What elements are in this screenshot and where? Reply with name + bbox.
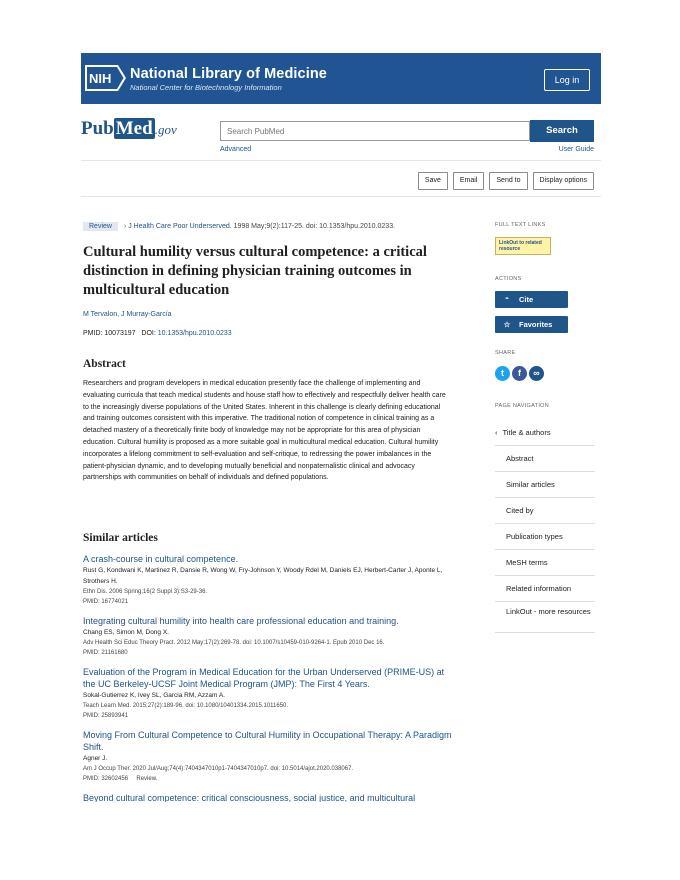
- similar-article-title[interactable]: Moving From Cultural Competence to Cultural Humility in Occupational Therapy: A Paradigm Shift.: [83, 730, 452, 752]
- abstract-heading: Abstract: [83, 358, 126, 370]
- share-icons: [495, 366, 544, 381]
- doi-label: DOI:: [141, 330, 156, 337]
- list-item: [83, 792, 459, 802]
- nav-item-cited-by[interactable]: Cited by: [495, 498, 595, 524]
- logo-med-text: Med: [115, 118, 153, 139]
- login-button[interactable]: Log in: [544, 69, 590, 91]
- search-input[interactable]: Search PubMed: [220, 121, 530, 141]
- full-text-links-heading: FULL TEXT LINKS: [495, 222, 546, 228]
- star-icon: ☆: [503, 320, 511, 329]
- abstract-text: Researchers and program developers in medical education presently face the challenge of implementing and evaluating curricula that teach medical students and house staff how to effectively and respectfully deliver health care to the increasingly diverse populations of the United States. Inherent in this challenge is clearly defining educational and training outcomes consistent with this imperative. The traditional notion of competence in clinical training as a detached mastery of a theoretically finite body of knowledge may not be appropriate for this area of physician education. Cultural humility is proposed as a more suitable goal in multicultural medical education. Cultural humility incorporates a lifelong commitment to self-evaluation and self-critique, to redressing the power imbalances in the patient-physician dynamic, and to developing mutually beneficial and nonpaternalistic clinical and advocacy partnerships with communities on behalf of individuals and defined populations.: [83, 380, 446, 482]
- list-item: [83, 553, 459, 607]
- doi-link[interactable]: 10.1353/hpu.2010.0233: [157, 330, 232, 337]
- similar-article-pmid: [83, 774, 459, 784]
- similar-article-title[interactable]: Integrating cultural humility into health care professional education and training.: [83, 616, 399, 626]
- pubmed-logo[interactable]: [81, 118, 177, 140]
- pmid-text: PMID: 32602456: [83, 776, 129, 782]
- nav-item-related-information[interactable]: Related information: [495, 576, 595, 602]
- facebook-icon[interactable]: f: [512, 366, 527, 381]
- ncbi-subtitle: National Center for Biotechnology Information: [130, 83, 282, 92]
- nav-item-title-authors[interactable]: [495, 420, 595, 446]
- page-navigation: [495, 420, 595, 633]
- permalink-icon[interactable]: ∞: [529, 366, 544, 381]
- nav-item-similar-articles[interactable]: Similar articles: [495, 472, 595, 498]
- nih-logo-icon[interactable]: [85, 65, 126, 91]
- similar-articles-heading: Similar articles: [83, 532, 158, 544]
- author-list[interactable]: M Tervalon, J Murray-García: [83, 311, 172, 318]
- cite-label: Cite: [519, 295, 534, 304]
- nav-item-linkout[interactable]: LinkOut - more resources: [495, 602, 595, 633]
- article-identifiers: [83, 330, 232, 337]
- send-to-button[interactable]: Send to: [489, 172, 527, 190]
- search-button[interactable]: Search: [530, 120, 594, 142]
- nlm-title[interactable]: National Library of Medicine: [130, 66, 327, 82]
- similar-article-title[interactable]: A crash-course in cultural competence.: [83, 554, 239, 564]
- linkout-badge[interactable]: LinkOut to related resource: [495, 237, 551, 255]
- sidebar: [495, 222, 595, 228]
- similar-article-citation: Ethn Dis. 2006 Spring;16(2 Suppl 3):S3-29-36.: [83, 589, 208, 595]
- review-tag: Review: [83, 222, 118, 231]
- article-toolbar: [418, 172, 594, 190]
- actions-heading: ACTIONS: [495, 276, 522, 282]
- similar-article-pmid: PMID: 25893941: [83, 713, 129, 719]
- similar-article-authors: Rust G, Kondwani K, Martinez R, Dansie R, Wong W, Fry-Johnson Y, Woody Rdel M, Daniels EJ, Herbert-Carter J, Aponte L, Strothers H.: [83, 567, 443, 585]
- logo-pub-text: Pub: [81, 118, 114, 139]
- display-options-button[interactable]: Display options: [533, 172, 594, 190]
- list-item: [83, 615, 459, 658]
- article-title: Cultural humility versus cultural competence: a critical distinction in defining physician training outcomes in multicultural education: [83, 244, 427, 298]
- advanced-search-link[interactable]: Advanced: [220, 146, 252, 153]
- nav-item-abstract[interactable]: Abstract: [495, 446, 595, 472]
- list-item: [83, 729, 459, 784]
- divider: [81, 196, 601, 197]
- nav-item-mesh-terms[interactable]: MeSH terms: [495, 550, 595, 576]
- similar-article-title[interactable]: Evaluation of the Program in Medical Education for the Urban Underserved (PRIME-US) at the UC Berkeley-UCSF Joint Medical Program (JMP): The First 4 Years.: [83, 667, 445, 689]
- similar-article-pmid: PMID: 21161680: [83, 650, 128, 656]
- quote-icon: “: [505, 295, 509, 304]
- pmid: PMID: 10073197: [83, 330, 136, 337]
- journal-link[interactable]: J Health Care Poor Underserved: [128, 223, 230, 230]
- page-navigation-heading: PAGE NAVIGATION: [495, 403, 550, 409]
- nav-label: Title & authors: [502, 428, 551, 437]
- similar-article-title[interactable]: Beyond cultural competence: critical consciousness, social justice, and multicultural: [83, 793, 416, 802]
- twitter-icon[interactable]: t: [495, 366, 510, 381]
- email-button[interactable]: Email: [453, 172, 485, 190]
- similar-article-pmid: PMID: 16774021: [83, 599, 129, 605]
- chevron-right-icon: ›: [123, 223, 127, 230]
- nav-item-publication-types[interactable]: Publication types: [495, 524, 595, 550]
- cite-button[interactable]: [495, 291, 568, 308]
- review-label: Review.: [136, 776, 158, 782]
- similar-articles-list: [83, 553, 459, 810]
- similar-article-citation: Teach Learn Med. 2015;27(2):189-96. doi: 10.1080/10401334.2015.1011650.: [83, 703, 289, 709]
- similar-article-authors: Sokal-Gutierrez K, Ivey SL, Garcia RM, Azzam A.: [83, 692, 225, 699]
- nih-header: [81, 53, 601, 104]
- user-guide-link[interactable]: User Guide: [558, 146, 594, 153]
- divider: [81, 160, 601, 161]
- favorites-label: Favorites: [519, 320, 553, 329]
- similar-article-citation: Adv Health Sci Educ Theory Pract. 2012 May;17(2):269-78. doi: 10.1007/s10459-010-9264-1. Epub 2010 Dec 16.: [83, 640, 385, 646]
- citation-details: . 1998 May;9(2):117-25. doi: 10.1353/hpu.2010.0233.: [229, 223, 396, 230]
- chevron-left-icon: ‹: [495, 428, 498, 437]
- similar-article-authors: Agner J.: [83, 755, 108, 762]
- save-button[interactable]: Save: [418, 172, 448, 190]
- list-item: [83, 666, 459, 721]
- favorites-button[interactable]: [495, 316, 568, 333]
- article-citation: [83, 222, 395, 231]
- svg-text:NIH: NIH: [89, 71, 112, 86]
- similar-article-authors: Chang ES, Simon M, Dong X.: [83, 629, 169, 636]
- logo-gov-text: .gov: [154, 122, 177, 137]
- share-heading: SHARE: [495, 350, 516, 356]
- similar-article-citation: Am J Occup Ther. 2020 Jul/Aug;74(4):7404347010p1-7404347010p7. doi: 10.5014/ajot.2020.038067.: [83, 766, 354, 772]
